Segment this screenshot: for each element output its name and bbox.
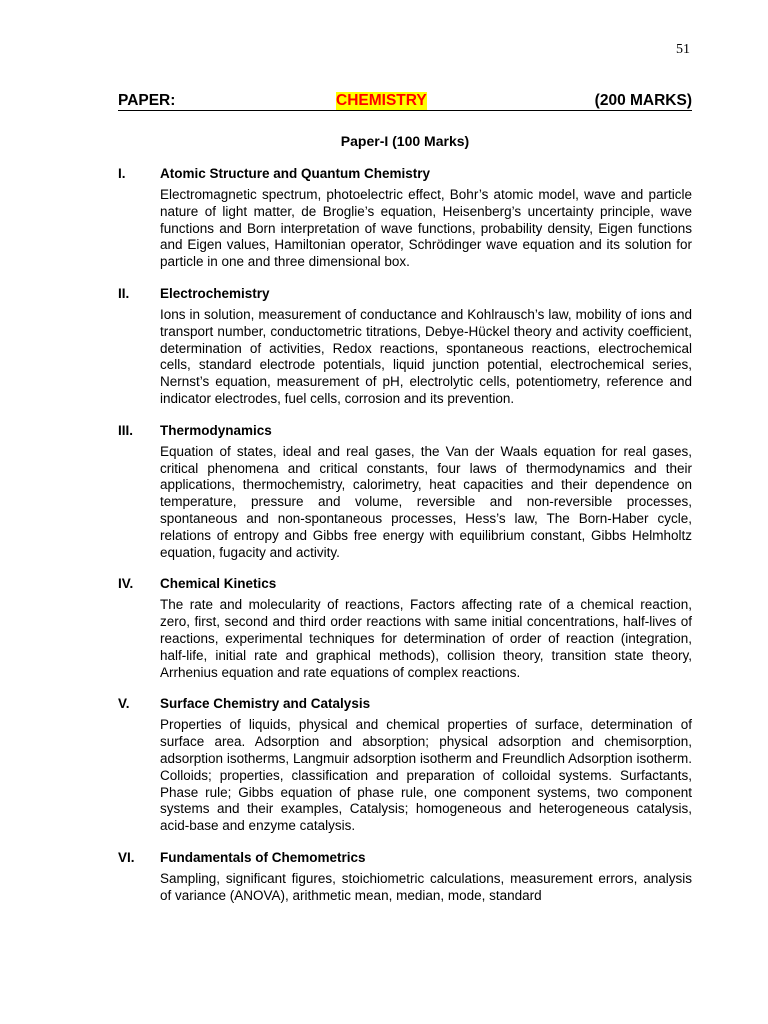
section-numeral: III.	[118, 422, 134, 438]
total-marks: (200 MARKS)	[594, 92, 692, 109]
section-heading	[118, 286, 692, 301]
section-numeral: VI.	[118, 849, 135, 865]
section-chemical-kinetics	[118, 576, 692, 681]
section-heading	[118, 166, 692, 181]
section-title: Chemical Kinetics	[160, 576, 277, 592]
section-heading	[118, 423, 692, 438]
section-thermodynamics	[118, 423, 692, 562]
section-heading	[118, 576, 692, 591]
subject-title: CHEMISTRY	[336, 92, 427, 109]
section-surface-chemistry	[118, 696, 692, 835]
paper-subheading: Paper-I (100 Marks)	[340, 133, 470, 149]
section-title: Fundamentals of Chemometrics	[160, 849, 366, 865]
section-heading	[118, 850, 692, 865]
section-numeral: V.	[118, 696, 130, 712]
section-title: Electrochemistry	[160, 285, 270, 301]
section-title: Thermodynamics	[160, 422, 272, 438]
syllabus-sections	[118, 166, 692, 920]
section-numeral: IV.	[118, 576, 134, 592]
page-number: 51	[676, 42, 690, 57]
paper-label: PAPER:	[118, 92, 176, 109]
section-body: Properties of liquids, physical and chemical properties of surface, determination of surface area. Adsorption and absorption; physical adsorption and chemisorption, adsorption isotherms, Langmuir adsorption isotherm and Freundlich Adsorption isotherm. Colloids; properties, classification and preparation of colloidal systems. Surfactants, Phase rule; Gibbs equation of phase rule, one component systems, two component systems and their examples, Catalysis; homogeneous and heterogeneous catalysis, acid-base and enzyme catalysis.	[160, 717, 692, 834]
section-chemometrics	[118, 850, 692, 905]
section-atomic-structure	[118, 166, 692, 271]
section-title: Atomic Structure and Quantum Chemistry	[160, 166, 431, 181]
section-title: Surface Chemistry and Catalysis	[160, 696, 371, 712]
section-numeral: II.	[118, 285, 130, 301]
section-body: Ions in solution, measurement of conductance and Kohlrausch’s law, mobility of ions and transport number, conductometric titrations, Debye-Hückel theory and activity coefficient, determination of activities, Redox reactions, spontaneous reactions, electrochemical cells, standard electrode potentials, liquid junction potential, electrochemical series, Nernst’s equation, measurement of pH, electrolytic cells, potentiometry, reference and indicator electrodes, fuel cells, corrosion and its prevention.	[160, 306, 692, 406]
paper-header	[118, 92, 692, 111]
section-heading	[118, 696, 692, 711]
section-body: The rate and molecularity of reactions, Factors affecting rate of a chemical reaction, zero, first, second and third order reactions with same initial concentrations, half-lives of reactions, experimental techniques for determination of order of reaction (integration, half-life, initial rate and graphical methods), collision theory, transition state theory, Arrhenius equation and rate equations of complex reactions.	[160, 597, 692, 680]
section-body: Electromagnetic spectrum, photoelectric effect, Bohr’s atomic model, wave and particle nature of light matter, de Broglie’s equation, Heisenberg’s uncertainty principle, wave functions and Born interpretation of wave functions, probability density, Eigen functions and Eigen values, Hamiltonian operator, Schrödinger wave equation and its solution for particle in one and three dimensional box.	[160, 187, 692, 270]
section-electrochemistry	[118, 286, 692, 408]
section-body: Sampling, significant figures, stoichiometric calculations, measurement errors, analysis of variance (ANOVA), arithmetic mean, median, mode, standard	[160, 870, 692, 903]
section-body: Equation of states, ideal and real gases, the Van der Waals equation for real gases, critical phenomena and critical constants, four laws of thermodynamics and their applications, thermochemistry, calorimetry, heat capacities and their dependence on temperature, pressure and volume, reversible and non-reversible processes, spontaneous and non-spontaneous processes, Hess’s law, The Born-Haber cycle, relations of entropy and Gibbs free energy with equilibrium constant, Gibbs Helmholtz equation, fugacity and activity.	[160, 443, 692, 560]
section-numeral: I.	[118, 166, 126, 181]
